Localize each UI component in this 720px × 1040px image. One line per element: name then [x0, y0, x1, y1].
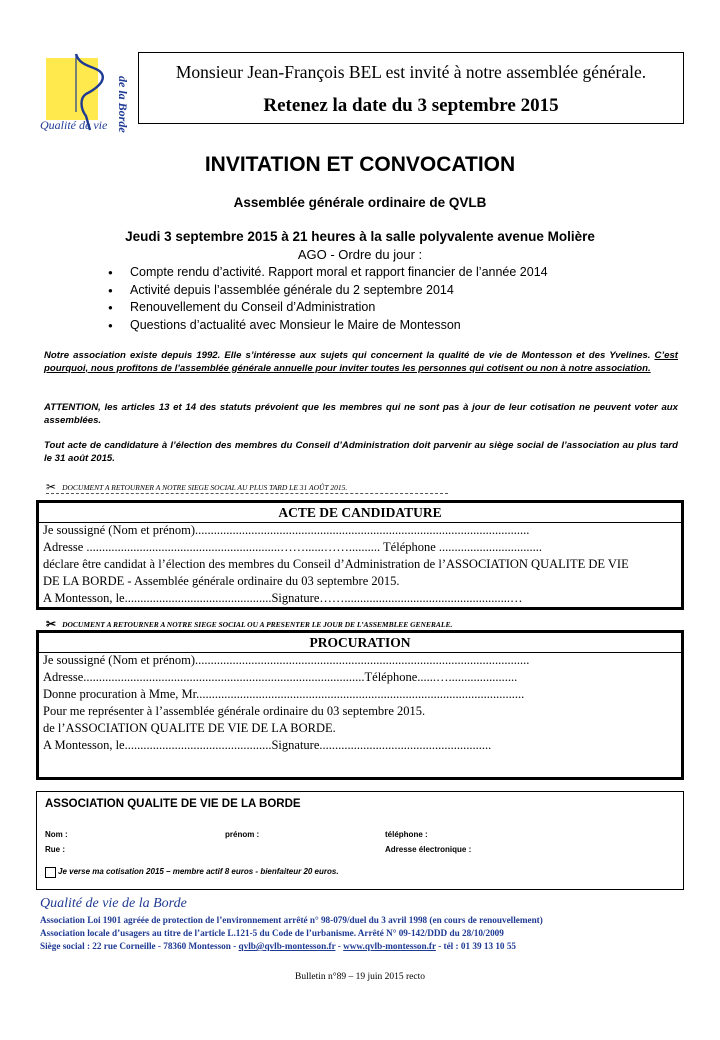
prenom-field[interactable]: prénom : [225, 830, 260, 839]
agenda-item: ● Questions d’actualité avec Monsieur le Maire de Montesson [108, 317, 668, 335]
attention-paragraph: ATTENTION, les articles 13 et 14 des statuts prévoient que les membres qui ne sont pas à jour de leur cotisation ne peuvent voter aux assemblées. [44, 402, 678, 426]
email-link[interactable]: qvlb@qvlb-montesson.fr [238, 941, 336, 951]
representation-line: Pour me représenter à l’assemblée générale ordinaire du 03 septembre 2015. [43, 704, 426, 718]
cut-line-1 [46, 480, 347, 495]
rue-field[interactable]: Rue : [45, 845, 65, 854]
address-phone-field-line[interactable]: Adresse..........................................................................................Téléphone......…...................... [43, 670, 518, 684]
footer-approval-line: Association Loi 1901 agréée de protection de l’environnement arrêté n° 98-079/duel du 3 avril 1998 (en cours de renouvellement) [40, 915, 543, 925]
dashed-cut-line [46, 493, 448, 494]
save-the-date-line: Retenez la date du 3 septembre 2015 [263, 95, 559, 116]
cotisation-checkbox[interactable] [45, 867, 56, 878]
subtitle: Assemblée générale ordinaire de QVLB [233, 195, 487, 210]
procuration-form [36, 630, 684, 780]
candidature-title: ACTE DE CANDIDATURE [278, 505, 442, 520]
agenda-item: ● Compte rendu d’activité. Rapport moral et rapport financier de l’année 2014 [108, 264, 668, 282]
address-text: Siège social : 22 rue Corneille - 78360 Montesson - [40, 941, 239, 951]
telephone-field[interactable]: téléphone : [385, 830, 428, 839]
invitee-line: Monsieur Jean-François BEL est invité à notre assemblée générale. [175, 62, 647, 82]
declaration-line: DE LA BORDE - Assemblée générale ordinaire du 03 septembre 2015. [43, 574, 400, 588]
name-field-line[interactable]: Je soussigné (Nom et prénom)........................................................................................................... [43, 523, 530, 537]
candidature-paragraph: Tout acte de candidature à l’élection des membres du Conseil d’Administration doit parvenir au siège social de l’association au plus tard le 31 août 2015. [44, 440, 678, 464]
meeting-date-line: Jeudi 3 septembre 2015 à 21 heures à la salle polyvalente avenue Molière [125, 229, 595, 244]
separator: - [335, 941, 344, 951]
signature-field-line[interactable]: A Montesson, le...............................................Signature…….....................................................… [43, 591, 523, 605]
address-phone-field-line[interactable]: Adresse ..............................................................……......…….......... Téléphone ................................. [43, 540, 543, 554]
declaration-line: déclare être candidat à l’élection des membres du Conseil d’Administration de l’ASSOCIATION QUALITE DE VIE [43, 557, 629, 571]
footer-brand: Qualité de vie de la Borde [40, 896, 187, 911]
signature-field-line[interactable]: A Montesson, le...............................................Signature....................................................... [43, 738, 492, 752]
logo-text: Qualité de vie [40, 118, 108, 132]
nom-field[interactable]: Nom : [45, 830, 68, 839]
scissors-icon: ✂ [46, 480, 57, 494]
agenda-list [108, 264, 668, 334]
agenda-item: ● Activité depuis l’assemblée générale du 2 septembre 2014 [108, 282, 668, 300]
membership-form [36, 791, 684, 890]
association-line: de l’ASSOCIATION QUALITE DE VIE DE LA BORDE. [43, 721, 336, 735]
cotisation-label: Je verse ma cotisation 2015 – membre actif 8 euros - bienfaiteur 20 euros. [58, 867, 339, 876]
scissors-icon: ✂ [46, 617, 57, 631]
bulletin-number: Bulletin n°89 – 19 juin 2015 recto [295, 972, 425, 982]
cut-instruction-2: DOCUMENT A RETOURNER A NOTRE SIEGE SOCIAL OU A PRESENTER LE JOUR DE L’ASSEMBLEE GENERALE. [62, 620, 453, 629]
association-paragraph [44, 350, 678, 375]
invitation-text: C’est pourquoi, nous profitons de l’assemblée générale annuelle pour inviter toutes les personnes qui cotisent ou non à notre association. [44, 350, 678, 374]
name-field-line[interactable]: Je soussigné (Nom et prénom)........................................................................................................... [43, 653, 530, 667]
agenda-item: ● Renouvellement du Conseil d’Administration [108, 299, 668, 317]
membership-title: ASSOCIATION QUALITE DE VIE DE LA BORDE [45, 798, 301, 810]
invitation-header-box [138, 52, 684, 124]
footer-contact-line [40, 941, 516, 951]
agenda-title: AGO - Ordre du jour : [297, 247, 423, 262]
proxy-field-line[interactable]: Donne procuration à Mme, Mr......................................................................................................... [43, 687, 525, 701]
website-link[interactable]: www.qvlb-montesson.fr [343, 941, 436, 951]
footer-urbanism-line: Association locale d’usagers au titre de l’article L.121-5 du Code de l’urbanisme. Arrêté N° 09-142/DDD du 28/10/2009 [40, 928, 504, 938]
logo-vertical-text: de la Borde [116, 76, 130, 133]
candidature-form [36, 500, 684, 610]
page-title: INVITATION ET CONVOCATION [204, 153, 516, 176]
cut-instruction-1: DOCUMENT A RETOURNER A NOTRE SIEGE SOCIAL AU PLUS TARD LE 31 AOÛT 2015. [62, 483, 348, 492]
association-text: Notre association existe depuis 1992. Elle s’intéresse aux sujets qui concernent la qualité de vie de Montesson et des Yvelines. [44, 350, 655, 361]
procuration-title: PROCURATION [309, 635, 411, 650]
email-field[interactable]: Adresse électronique : [385, 845, 472, 854]
phone-text: - tél : 01 39 13 10 55 [435, 941, 517, 951]
